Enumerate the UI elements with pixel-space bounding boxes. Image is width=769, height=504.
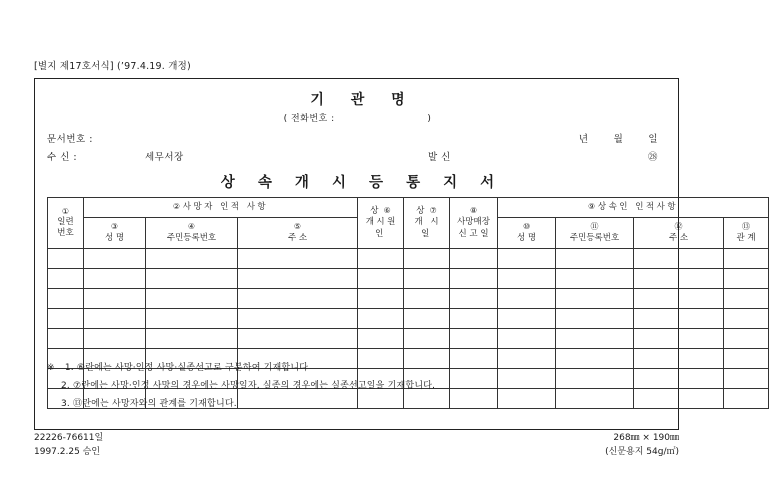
- sender-label: 발 신: [427, 152, 451, 163]
- footer-left: [34, 432, 103, 459]
- cell[interactable]: [634, 329, 724, 349]
- cell[interactable]: [724, 349, 769, 369]
- cell[interactable]: [634, 289, 724, 309]
- page-title: 상 속 개 시 등 통 지 서: [220, 175, 504, 191]
- form-number: [별지 제17호서식] (’97.4.19. 개정): [34, 61, 191, 72]
- cell[interactable]: [634, 269, 724, 289]
- date-line: [579, 131, 658, 145]
- date-year: 년: [578, 134, 589, 145]
- note-item-2: 2. ⑦란에는 사망·인정 사망의 경우에는 사망일자, 실종의 경우에는 실종선고일을 기재합니다.: [61, 381, 436, 391]
- cell[interactable]: [238, 289, 358, 309]
- footer-code: 22226-76611일: [34, 433, 104, 443]
- cell[interactable]: [48, 269, 84, 289]
- th-deceased-address: ⑤ 주 소: [238, 218, 358, 249]
- cell[interactable]: [498, 269, 556, 289]
- cell[interactable]: [358, 249, 404, 269]
- cell[interactable]: [146, 249, 238, 269]
- th-deceased-name: ③ 성 명: [84, 218, 146, 249]
- cell[interactable]: [556, 249, 634, 269]
- cell[interactable]: [146, 269, 238, 289]
- th-inheritance-date: 상 ⑦ 개 시 일: [404, 198, 450, 249]
- cell[interactable]: [48, 249, 84, 269]
- th-heir-info: ⑨ 상속인 인적사항: [498, 198, 769, 218]
- th-heir-address: ⑫ 주 소: [634, 218, 724, 249]
- cell[interactable]: [498, 309, 556, 329]
- cell[interactable]: [724, 389, 769, 409]
- cell[interactable]: [48, 309, 84, 329]
- cell[interactable]: [84, 329, 146, 349]
- th-inheritance-cause: 상 ⑥ 개시원인: [358, 198, 404, 249]
- table-row[interactable]: [48, 309, 769, 329]
- receiver-value: 세무서장: [145, 152, 184, 163]
- cell[interactable]: [724, 309, 769, 329]
- th-death-report-date: ⑧ 사망매장 신 고 일: [450, 198, 498, 249]
- cell[interactable]: [450, 249, 498, 269]
- cell[interactable]: [358, 269, 404, 289]
- phone-line: [35, 111, 680, 124]
- form-outer-border: [34, 78, 756, 430]
- th-deceased-rrn: ④ 주민등록번호: [146, 218, 238, 249]
- note-item-3: 3. ⑬란에는 사망자와의 관계를 기재합니다.: [61, 399, 237, 409]
- receiver-label: 수 신 :: [47, 152, 78, 163]
- th-serial: ① 일련 번호: [48, 198, 84, 249]
- sender-seal: ㉘: [647, 152, 658, 163]
- cell[interactable]: [724, 329, 769, 349]
- table-row[interactable]: [48, 329, 769, 349]
- table-row[interactable]: [48, 249, 769, 269]
- table-header-row-1: [48, 198, 769, 218]
- date-day: 일: [648, 134, 658, 145]
- cell[interactable]: [358, 289, 404, 309]
- cell[interactable]: [404, 309, 450, 329]
- notes-section: [47, 364, 667, 418]
- footer-dimensions: 268㎜ × 190㎜: [613, 433, 679, 443]
- cell[interactable]: [450, 269, 498, 289]
- cell[interactable]: [238, 269, 358, 289]
- cell[interactable]: [556, 329, 634, 349]
- table-row[interactable]: [48, 269, 769, 289]
- phone-label: ( 전화번호 :: [283, 114, 335, 124]
- cell[interactable]: [84, 309, 146, 329]
- cell[interactable]: [450, 309, 498, 329]
- note-item-1: ※ 1. ⑥란에는 사망·인정 사망·실종선고로 구분하여 기재합니다: [47, 363, 309, 373]
- cell[interactable]: [358, 329, 404, 349]
- cell[interactable]: [48, 289, 84, 309]
- cell[interactable]: [724, 289, 769, 309]
- th-relation: ⑬ 관 계: [724, 218, 769, 249]
- cell[interactable]: [238, 309, 358, 329]
- cell[interactable]: [556, 289, 634, 309]
- organization-title: 기 관 명: [310, 92, 416, 108]
- cell[interactable]: [724, 269, 769, 289]
- cell[interactable]: [146, 329, 238, 349]
- footer-right: [605, 432, 679, 459]
- phone-close-paren: ): [427, 114, 432, 124]
- cell[interactable]: [146, 289, 238, 309]
- table-row[interactable]: [48, 289, 769, 309]
- cell[interactable]: [84, 289, 146, 309]
- cell[interactable]: [556, 309, 634, 329]
- cell[interactable]: [404, 269, 450, 289]
- cell[interactable]: [724, 249, 769, 269]
- cell[interactable]: [146, 309, 238, 329]
- sender-line: [427, 149, 658, 163]
- cell[interactable]: [498, 249, 556, 269]
- cell[interactable]: [238, 329, 358, 349]
- cell[interactable]: [404, 329, 450, 349]
- cell[interactable]: [404, 289, 450, 309]
- footer-approval: 1997.2.25 승인: [34, 446, 101, 457]
- cell[interactable]: [48, 329, 84, 349]
- cell[interactable]: [450, 329, 498, 349]
- doc-number-label: 문서번호 :: [47, 134, 93, 145]
- note-marker: ※: [47, 363, 55, 373]
- cell[interactable]: [634, 249, 724, 269]
- date-month: 월: [613, 134, 624, 145]
- cell[interactable]: [556, 269, 634, 289]
- cell[interactable]: [358, 309, 404, 329]
- cell[interactable]: [404, 249, 450, 269]
- footer-paper-spec: (신문용지 54g/㎡): [605, 446, 679, 457]
- cell[interactable]: [724, 369, 769, 389]
- cell[interactable]: [498, 329, 556, 349]
- th-heir-rrn: ⑪ 주민등록번호: [556, 218, 634, 249]
- cell[interactable]: [634, 309, 724, 329]
- cell[interactable]: [84, 269, 146, 289]
- cell[interactable]: [84, 249, 146, 269]
- th-heir-name: ⑩ 성 명: [498, 218, 556, 249]
- th-deceased-info: ② 사망자 인적 사항: [84, 198, 358, 218]
- cell[interactable]: [238, 249, 358, 269]
- cell[interactable]: [450, 289, 498, 309]
- cell[interactable]: [498, 289, 556, 309]
